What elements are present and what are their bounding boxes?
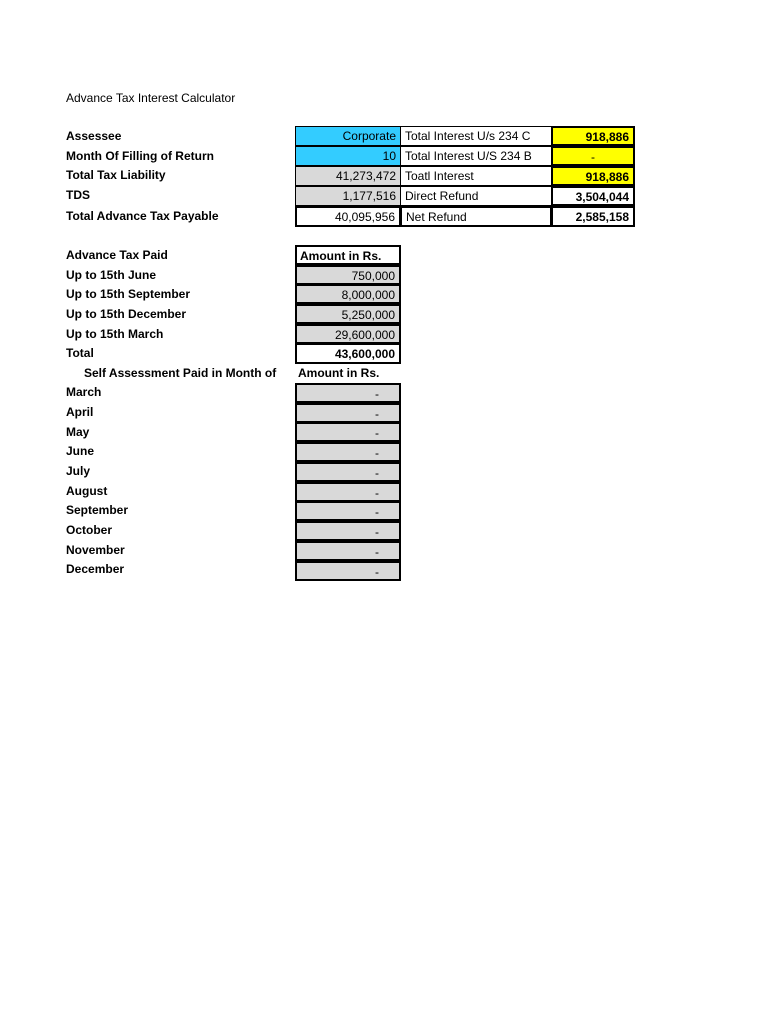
month-of-filing-label: Month Of Filling of Return: [66, 149, 214, 163]
self-assessment-month-label: March: [66, 385, 102, 399]
self-assessment-amount-input[interactable]: -: [295, 383, 401, 403]
self-assessment-amount-header: Amount in Rs.: [298, 366, 380, 380]
net-refund-value: 2,585,158: [551, 206, 635, 227]
advance-tax-row-label: Up to 15th September: [66, 287, 191, 301]
self-assessment-amount-input[interactable]: -: [295, 403, 401, 423]
self-assessment-amount-input[interactable]: -: [295, 442, 401, 462]
advance-tax-row-input[interactable]: 8,000,000: [295, 284, 401, 304]
self-assessment-month-label: December: [66, 562, 125, 576]
total-advance-tax-payable-label: Total Advance Tax Payable: [66, 209, 219, 223]
page-title: Advance Tax Interest Calculator: [66, 91, 236, 105]
advance-tax-row-input[interactable]: 5,250,000: [295, 304, 401, 324]
self-assessment-month-label: July: [66, 464, 91, 478]
net-refund-label: Net Refund: [400, 206, 552, 227]
self-assessment-amount-input[interactable]: -: [295, 482, 401, 502]
advance-tax-row-label: Up to 15th December: [66, 307, 187, 321]
total-interest-label: Toatl Interest: [400, 166, 552, 186]
total-interest-value: 918,886: [551, 166, 635, 186]
direct-refund-value: 3,504,044: [551, 186, 635, 206]
month-of-filing-input[interactable]: 10: [295, 146, 401, 166]
self-assessment-month-label: August: [66, 484, 108, 498]
advance-tax-amount-header: Amount in Rs.: [295, 245, 401, 265]
self-assessment-month-label: October: [66, 523, 113, 537]
total-tax-liability-input[interactable]: 41,273,472: [295, 166, 401, 186]
tds-label: TDS: [66, 188, 90, 202]
advance-tax-total-label: Total: [66, 346, 94, 360]
self-assessment-month-label: November: [66, 543, 125, 557]
self-assessment-month-label: April: [66, 405, 94, 419]
self-assessment-amount-input[interactable]: -: [295, 422, 401, 442]
tds-input[interactable]: 1,177,516: [295, 186, 401, 206]
self-assessment-amount-input[interactable]: -: [295, 561, 401, 581]
assessee-label: Assessee: [66, 129, 122, 143]
advance-tax-paid-heading: Advance Tax Paid: [66, 248, 168, 262]
self-assessment-heading: Self Assessment Paid in Month of: [84, 366, 277, 380]
interest-234c-value: 918,886: [551, 126, 635, 146]
self-assessment-amount-input[interactable]: -: [295, 521, 401, 541]
assessee-input[interactable]: Corporate: [295, 126, 401, 146]
interest-234b-label: Total Interest U/S 234 B: [400, 146, 552, 166]
advance-tax-total-value: 43,600,000: [295, 343, 401, 364]
direct-refund-label: Direct Refund: [400, 186, 552, 206]
self-assessment-month-label: September: [66, 503, 129, 517]
self-assessment-amount-input[interactable]: -: [295, 501, 401, 521]
self-assessment-amount-input[interactable]: -: [295, 462, 401, 482]
total-advance-tax-payable-value: 40,095,956: [295, 206, 401, 227]
interest-234c-label: Total Interest U/s 234 C: [400, 126, 552, 146]
advance-tax-row-label: Up to 15th June: [66, 268, 157, 282]
total-tax-liability-label: Total Tax Liability: [66, 168, 166, 182]
advance-tax-row-input[interactable]: 750,000: [295, 265, 401, 285]
self-assessment-amount-input[interactable]: -: [295, 541, 401, 561]
self-assessment-month-label: May: [66, 425, 90, 439]
self-assessment-month-label: June: [66, 444, 95, 458]
advance-tax-row-input[interactable]: 29,600,000: [295, 324, 401, 344]
interest-234b-value: -: [551, 146, 635, 166]
advance-tax-row-label: Up to 15th March: [66, 327, 164, 341]
